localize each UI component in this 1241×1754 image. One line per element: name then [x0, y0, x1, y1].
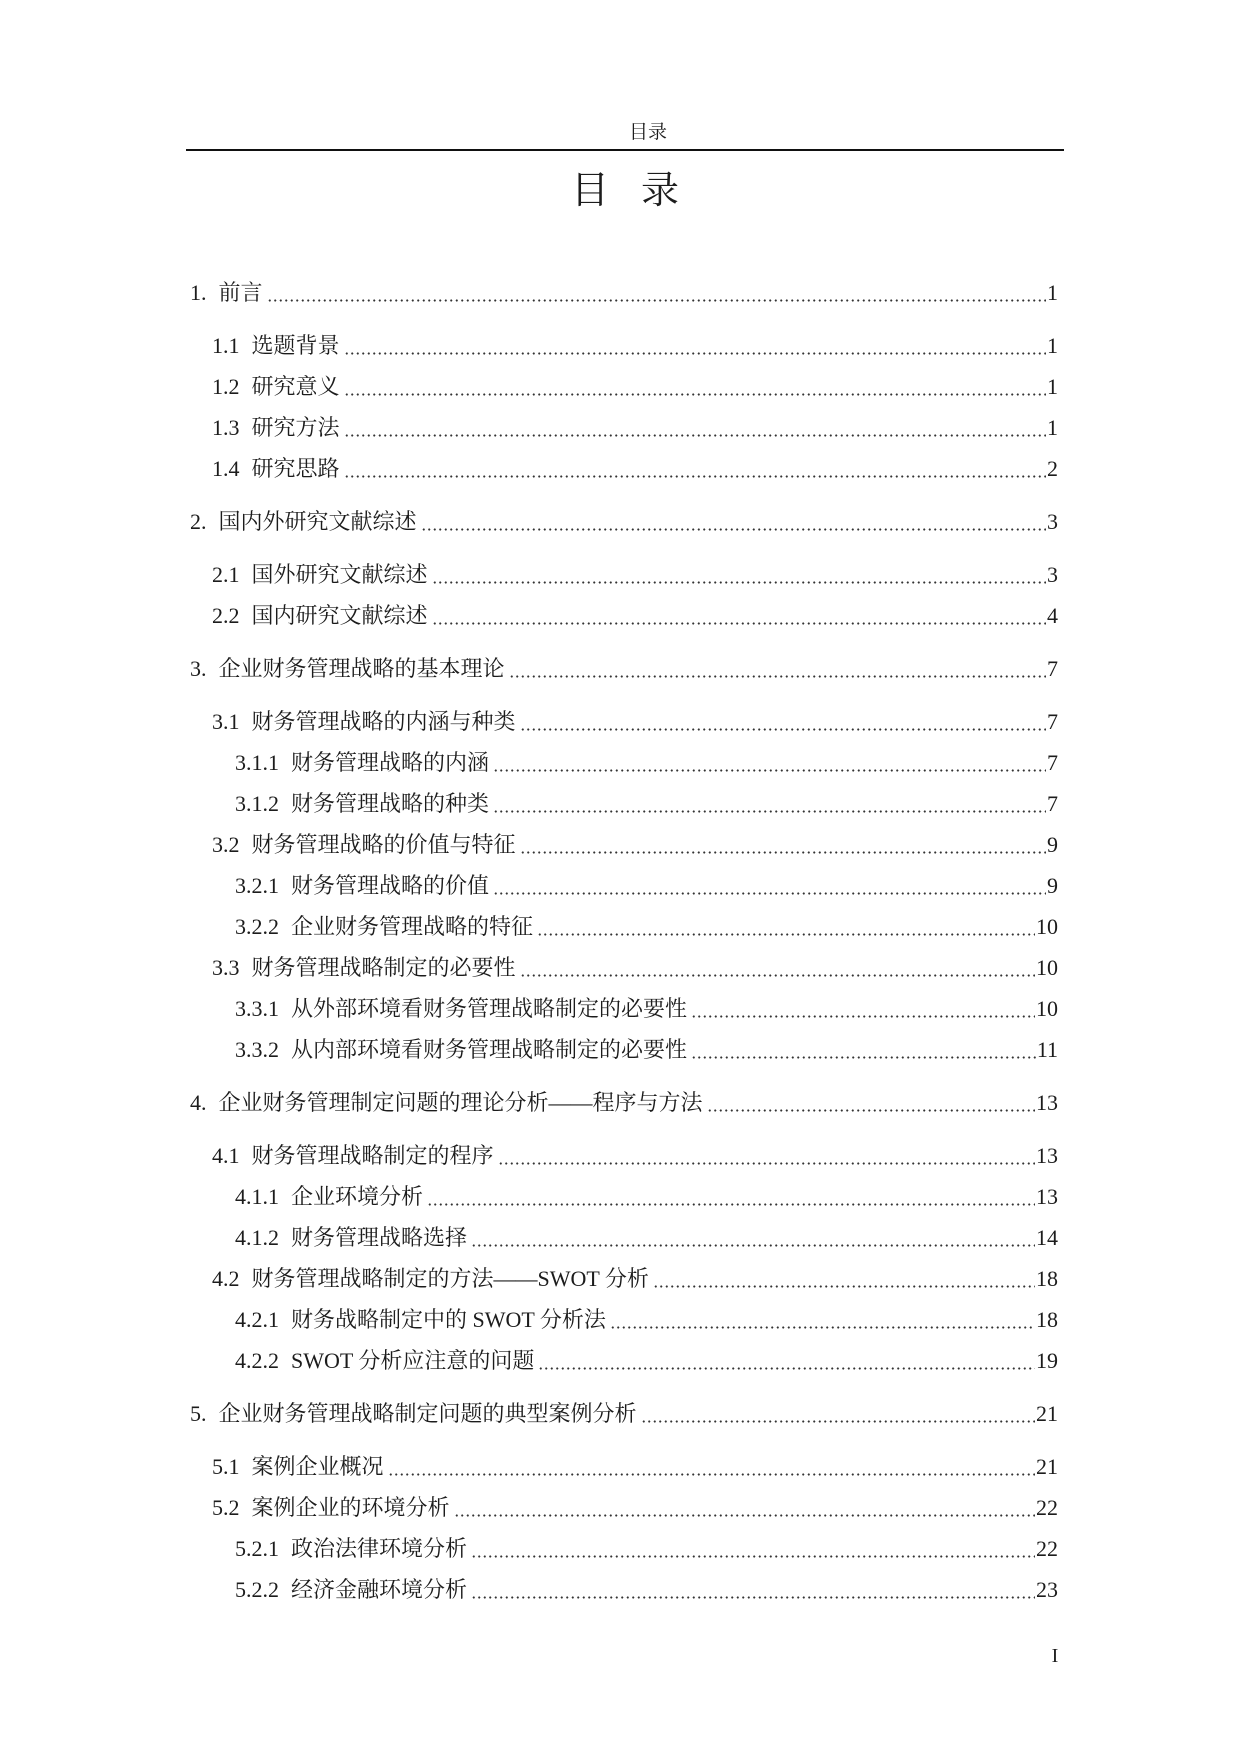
dot-leader	[344, 393, 1046, 396]
page-number: I	[1051, 1645, 1059, 1667]
dot-leader	[691, 1056, 1036, 1059]
toc-entry	[190, 824, 1058, 865]
toc-entry	[190, 1258, 1058, 1299]
dot-leader	[344, 352, 1046, 355]
toc-entry-page: 4	[1047, 603, 1058, 628]
toc-entry-number: 3.1.1	[235, 750, 279, 775]
dot-leader	[520, 974, 1035, 977]
toc-entry-title: 国内研究文献综述	[251, 603, 428, 628]
toc-entry	[190, 501, 1058, 542]
toc-entry-number: 4.2	[212, 1266, 240, 1291]
toc-entry	[190, 865, 1058, 906]
toc-entry	[190, 988, 1058, 1029]
toc-entry-number: 4.	[190, 1090, 207, 1115]
toc-entry-title: 财务管理战略的内涵	[291, 750, 490, 775]
dot-leader	[493, 810, 1046, 813]
toc-entry	[190, 595, 1058, 636]
toc-entry	[190, 272, 1058, 313]
toc-list	[190, 272, 1058, 1610]
toc-entry	[190, 1176, 1058, 1217]
toc-entry-title: 企业财务管理战略的特征	[291, 914, 534, 939]
dot-leader	[454, 1514, 1035, 1517]
toc-entry-title: 案例企业概况	[251, 1454, 384, 1479]
toc-entry-page: 1	[1047, 333, 1058, 358]
dot-leader	[520, 851, 1046, 854]
toc-entry-title: 财务管理战略的内涵与种类	[251, 709, 516, 734]
dot-leader	[538, 1367, 1035, 1370]
toc-entry-page: 7	[1047, 791, 1058, 816]
toc-entry-number: 3.3.1	[235, 996, 279, 1021]
dot-leader	[610, 1326, 1035, 1329]
toc-entry	[190, 1340, 1058, 1381]
dot-leader	[432, 622, 1046, 625]
dot-leader	[707, 1109, 1035, 1112]
toc-entry-title: 财务管理战略制定的方法——SWOT 分析	[251, 1266, 649, 1291]
toc-entry	[190, 742, 1058, 783]
toc-entry-title: 企业财务管理战略制定问题的典型案例分析	[218, 1401, 637, 1426]
toc-entry	[190, 1082, 1058, 1123]
toc-entry-number: 1.	[190, 280, 207, 305]
toc-entry	[190, 1393, 1058, 1434]
dot-leader	[344, 434, 1046, 437]
toc-entry	[190, 1217, 1058, 1258]
dot-leader	[691, 1015, 1035, 1018]
dot-leader	[471, 1596, 1035, 1599]
toc-entry-title: 财务管理战略的种类	[291, 791, 490, 816]
toc-entry-number: 3.3.2	[235, 1037, 279, 1062]
toc-entry-title: 财务管理战略的价值与特征	[251, 832, 516, 857]
dot-leader	[388, 1473, 1035, 1476]
toc-entry-title: 经济金融环境分析	[291, 1577, 468, 1602]
toc-entry	[190, 448, 1058, 489]
toc-entry-page: 18	[1036, 1307, 1058, 1332]
toc-entry-title: 选题背景	[251, 333, 340, 358]
toc-entry	[190, 554, 1058, 595]
toc-entry	[190, 325, 1058, 366]
toc-entry-page: 7	[1047, 750, 1058, 775]
dot-leader	[498, 1162, 1035, 1165]
dot-leader	[471, 1555, 1035, 1558]
toc-entry-page: 9	[1047, 873, 1058, 898]
toc-entry-title: SWOT 分析应注意的问题	[291, 1348, 535, 1373]
toc-entry-number: 5.1	[212, 1454, 240, 1479]
toc-entry	[190, 1029, 1058, 1070]
toc-entry-number: 3.2	[212, 832, 240, 857]
toc-entry-title: 研究意义	[251, 374, 340, 399]
toc-entry-page: 9	[1047, 832, 1058, 857]
toc-entry-number: 4.2.1	[235, 1307, 279, 1332]
toc-entry-number: 3.2.1	[235, 873, 279, 898]
dot-leader	[493, 769, 1046, 772]
toc-entry-number: 2.	[190, 509, 207, 534]
toc-entry	[190, 366, 1058, 407]
toc-entry	[190, 1299, 1058, 1340]
toc-entry-title: 从内部环境看财务管理战略制定的必要性	[291, 1037, 688, 1062]
toc-entry-number: 2.2	[212, 603, 240, 628]
toc-entry	[190, 1487, 1058, 1528]
toc-entry-title: 研究方法	[251, 415, 340, 440]
toc-entry-title: 财务管理战略选择	[291, 1225, 468, 1250]
toc-entry	[190, 701, 1058, 742]
toc-entry-number: 1.3	[212, 415, 240, 440]
toc-entry-page: 1	[1047, 374, 1058, 399]
toc-entry	[190, 947, 1058, 988]
toc-entry-number: 1.4	[212, 456, 240, 481]
dot-leader	[344, 475, 1046, 478]
toc-entry-page: 10	[1036, 955, 1058, 980]
dot-leader	[520, 728, 1046, 731]
toc-entry-title: 企业环境分析	[291, 1184, 424, 1209]
toc-entry-number: 4.2.2	[235, 1348, 279, 1373]
toc-entry-title: 财务管理战略的价值	[291, 873, 490, 898]
toc-entry-page: 11	[1036, 1037, 1058, 1062]
toc-entry-page: 10	[1036, 914, 1058, 939]
toc-entry	[190, 648, 1058, 689]
toc-entry-number: 3.1.2	[235, 791, 279, 816]
toc-entry-title: 国内外研究文献综述	[218, 509, 417, 534]
toc-entry	[190, 1528, 1058, 1569]
toc-entry-title: 研究思路	[251, 456, 340, 481]
toc-entry-number: 3.1	[212, 709, 240, 734]
dot-leader	[537, 933, 1035, 936]
toc-entry-page: 7	[1047, 709, 1058, 734]
dot-leader	[267, 299, 1046, 302]
toc-entry-page: 23	[1036, 1577, 1058, 1602]
toc-entry-title: 前言	[218, 280, 263, 305]
toc-entry-number: 5.	[190, 1401, 207, 1426]
toc-entry-number: 5.2	[212, 1495, 240, 1520]
toc-entry-page: 1	[1047, 280, 1058, 305]
toc-entry	[190, 783, 1058, 824]
toc-entry-title: 企业财务管理战略的基本理论	[218, 656, 505, 681]
toc-entry-title: 企业财务管理制定问题的理论分析——程序与方法	[218, 1090, 703, 1115]
dot-leader	[421, 528, 1046, 531]
toc-entry-title: 财务管理战略制定的必要性	[251, 955, 516, 980]
toc-entry-number: 2.1	[212, 562, 240, 587]
toc-entry-number: 4.1.1	[235, 1184, 279, 1209]
header-rule	[186, 149, 1064, 151]
toc-entry	[190, 1135, 1058, 1176]
toc-entry	[190, 1569, 1058, 1610]
toc-entry-page: 14	[1036, 1225, 1058, 1250]
dot-leader	[641, 1420, 1035, 1423]
toc-entry-page: 18	[1036, 1266, 1058, 1291]
toc-entry-page: 13	[1036, 1143, 1058, 1168]
toc-entry-page: 13	[1036, 1090, 1058, 1115]
toc-heading: 目 录	[570, 168, 690, 212]
toc-entry-page: 22	[1036, 1536, 1058, 1561]
toc-entry-page: 21	[1036, 1401, 1058, 1426]
dot-leader	[509, 675, 1046, 678]
toc-entry-page: 22	[1036, 1495, 1058, 1520]
toc-entry-title: 从外部环境看财务管理战略制定的必要性	[291, 996, 688, 1021]
toc-entry-page: 13	[1036, 1184, 1058, 1209]
toc-entry-number: 5.2.2	[235, 1577, 279, 1602]
toc-entry-page: 2	[1047, 456, 1058, 481]
dot-leader	[427, 1203, 1035, 1206]
toc-entry-title: 案例企业的环境分析	[251, 1495, 450, 1520]
toc-entry-page: 19	[1036, 1348, 1058, 1373]
toc-entry	[190, 407, 1058, 448]
toc-entry-page: 3	[1047, 509, 1058, 534]
toc-entry-page: 1	[1047, 415, 1058, 440]
toc-entry	[190, 1446, 1058, 1487]
toc-entry-number: 1.1	[212, 333, 240, 358]
toc-entry-number: 1.2	[212, 374, 240, 399]
toc-entry-page: 7	[1047, 656, 1058, 681]
toc-entry-number: 3.	[190, 656, 207, 681]
toc-entry-number: 4.1.2	[235, 1225, 279, 1250]
toc-entry-number: 4.1	[212, 1143, 240, 1168]
toc-entry-page: 3	[1047, 562, 1058, 587]
dot-leader	[471, 1244, 1035, 1247]
toc-entry-title: 国外研究文献综述	[251, 562, 428, 587]
toc-entry-title: 财务战略制定中的 SWOT 分析法	[291, 1307, 606, 1332]
toc-entry-page: 10	[1036, 996, 1058, 1021]
dot-leader	[653, 1285, 1035, 1288]
running-header: 目录	[628, 122, 667, 143]
toc-entry-page: 21	[1036, 1454, 1058, 1479]
dot-leader	[493, 892, 1046, 895]
toc-entry-number: 3.2.2	[235, 914, 279, 939]
toc-entry	[190, 906, 1058, 947]
toc-entry-number: 5.2.1	[235, 1536, 279, 1561]
toc-entry-number: 3.3	[212, 955, 240, 980]
toc-entry-title: 财务管理战略制定的程序	[251, 1143, 494, 1168]
dot-leader	[432, 581, 1046, 584]
toc-entry-title: 政治法律环境分析	[291, 1536, 468, 1561]
